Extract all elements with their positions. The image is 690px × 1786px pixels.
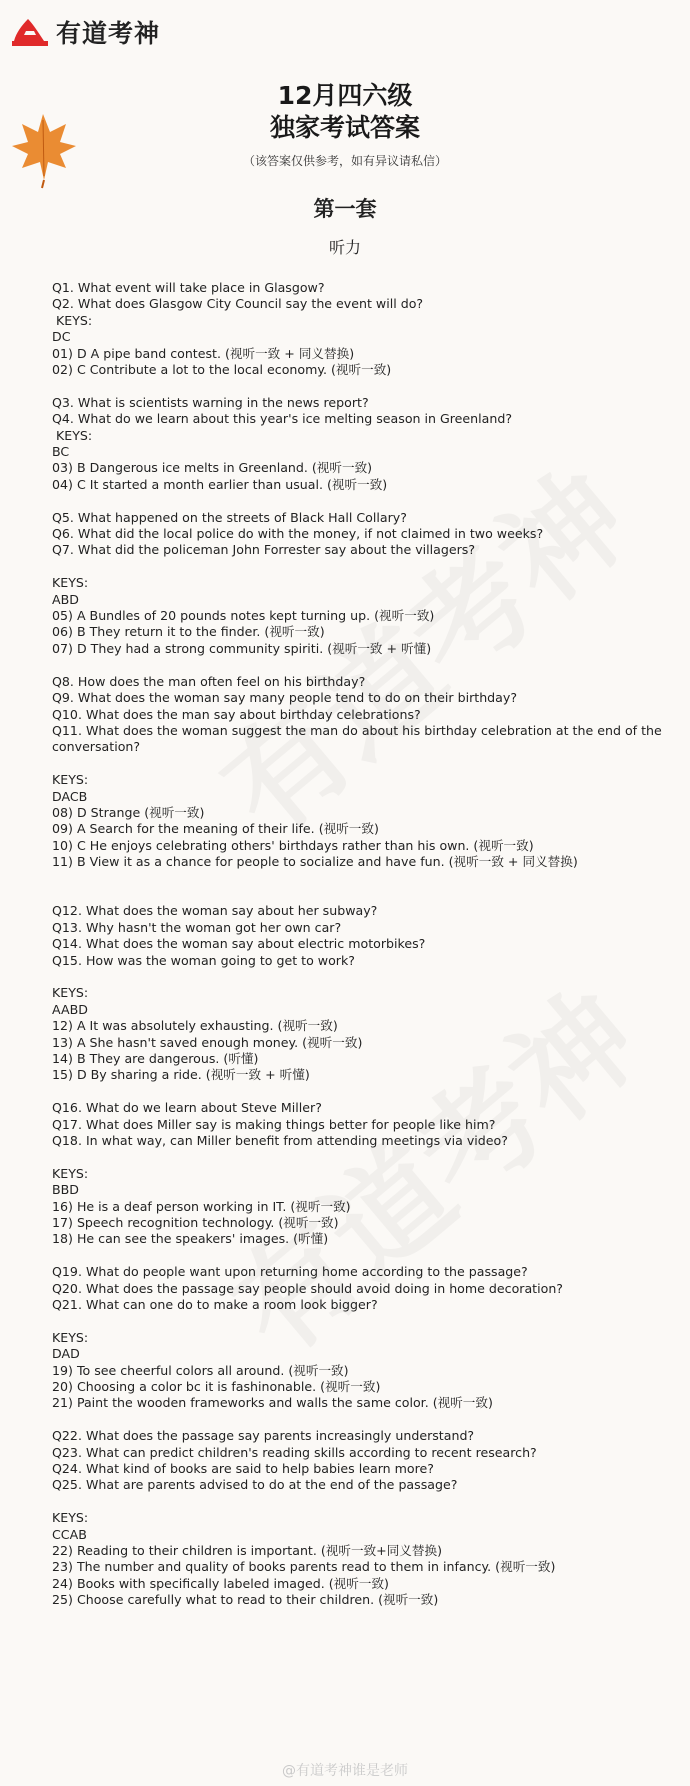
answer-line: 23) The number and quality of books parents read to them in infancy. (视听一致) (52, 1559, 556, 1575)
answer-line: Q19. What do people want upon returning home according to the passage? (52, 1264, 528, 1280)
red-shoe-logo-icon (10, 15, 50, 49)
answer-content (52, 280, 682, 1609)
answer-line: 19) To see cheerful colors all around. (视听一致) (52, 1362, 349, 1378)
answer-line: KEYS: (52, 1165, 89, 1181)
answer-line: 01) D A pipe band contest. (视听一致 + 同义替换) (52, 345, 355, 361)
answer-line (52, 559, 682, 575)
answer-line: 11) B View it as a chance for people to socialize and have fun. (视听一致 + 同义替换) (52, 854, 578, 870)
answer-line: CCAB (52, 1526, 87, 1542)
answer-line: Q20. What does the passage say people should avoid doing in home decoration? (52, 1280, 563, 1296)
answer-line: 09) A Search for the meaning of their life. (视听一致) (52, 821, 379, 837)
answer-line: BBD (52, 1182, 79, 1198)
footer-credit: @有道考神谁是老师 (282, 1763, 408, 1779)
answer-line: 06) B They return it to the finder. (视听一致) (52, 624, 325, 640)
answer-line: 15) D By sharing a ride. (视听一致 + 听懂) (52, 1067, 310, 1083)
answer-line: KEYS: (52, 427, 93, 443)
answer-line: 24) Books with specifically labeled imaged. (视听一致) (52, 1575, 389, 1591)
answer-line: Q2. What does Glasgow City Council say the event will do? (52, 296, 424, 312)
answer-line: Q3. What is scientists warning in the news report? (52, 394, 369, 410)
answer-line (52, 1149, 682, 1165)
answer-line: 13) A She hasn't saved enough money. (视听一致) (52, 1034, 363, 1050)
answer-line: KEYS: (52, 575, 89, 591)
answer-line: 18) He can see the speakers' images. (听懂) (52, 1231, 329, 1247)
answer-line: 07) D They had a strong community spiriti. (视听一致 + 听懂) (52, 640, 432, 656)
disclaimer-note: （该答案仅供参考，如有异议请私信） (242, 154, 447, 168)
answer-line: 04) C It started a month earlier than usual. (视听一致) (52, 476, 388, 492)
answer-line: Q18. In what way, can Miller benefit from attending meetings via video? (52, 1132, 508, 1148)
answer-line: KEYS: (52, 985, 89, 1001)
answer-line: 14) B They are dangerous. (听懂) (52, 1050, 259, 1066)
answer-line (52, 1412, 682, 1428)
answer-line: 17) Speech recognition technology. (视听一致) (52, 1215, 339, 1230)
answer-line: conversation? (52, 739, 141, 755)
answer-line (52, 1494, 682, 1510)
set-title: 第一套 (313, 197, 377, 221)
answer-line (52, 1084, 682, 1100)
answer-line (52, 756, 682, 772)
answer-line: Q6. What did the local police do with the money, if not claimed in two weeks? (52, 526, 544, 542)
answer-line: 05) A Bundles of 20 pounds notes kept turning up. (视听一致) (52, 608, 435, 624)
answer-line (52, 378, 682, 394)
answer-line: Q8. How does the man often feel on his birthday? (52, 673, 366, 689)
answer-line: Q14. What does the woman say about electric motorbikes? (52, 936, 426, 952)
answer-line: 02) C Contribute a lot to the local economy. (视听一致) (52, 362, 392, 378)
answer-line: Q12. What does the woman say about her subway? (52, 903, 378, 919)
answer-line: ABD (52, 591, 79, 607)
answer-line: 12) A It was absolutely exhausting. (视听一致) (52, 1018, 338, 1034)
answer-line: DACB (52, 788, 88, 804)
answer-line: BC (52, 444, 70, 460)
answer-line: Q25. What are parents advised to do at the end of the passage? (52, 1477, 458, 1493)
answer-line: Q13. Why hasn't the woman got her own car? (52, 919, 342, 935)
page-title-line2: 独家考试答案 (269, 113, 420, 142)
answer-line: Q24. What kind of books are said to help babies learn more? (52, 1461, 434, 1477)
brand-name: 有道考神 (56, 19, 161, 48)
answer-line: Q17. What does Miller say is making things better for people like him? (52, 1116, 496, 1132)
answer-line: 08) D Strange (视听一致) (52, 804, 205, 820)
answer-line: Q9. What does the woman say many people tend to do on their birthday? (52, 690, 518, 706)
answer-line (52, 1248, 682, 1264)
answer-line: 03) B Dangerous ice melts in Greenland. (视听一致) (52, 460, 373, 476)
answer-line: 16) He is a deaf person working in IT. (视听一致) (52, 1198, 351, 1214)
answer-line: 20) Choosing a color bc it is fashinonable. (视听一致) (52, 1379, 381, 1395)
answer-line (52, 657, 682, 673)
answer-line (52, 871, 682, 887)
answer-line: Q7. What did the policeman John Forrester say about the villagers? (52, 542, 476, 558)
answer-line: Q4. What do we learn about this year's ice melting season in Greenland? (52, 411, 513, 427)
answer-line: DC (52, 329, 71, 345)
answer-line: Q5. What happened on the streets of Black Hall Collary? (52, 509, 407, 525)
answer-line (52, 1313, 682, 1329)
answer-line: Q23. What can predict children's reading skills according to recent research? (52, 1444, 537, 1460)
answer-line (52, 493, 682, 509)
answer-line: 25) Choose carefully what to read to their children. (视听一致) (52, 1592, 439, 1608)
answer-line: KEYS: (52, 772, 89, 788)
answer-line: KEYS: (52, 312, 93, 328)
answer-line: Q1. What event will take place in Glasgow? (52, 280, 325, 295)
answer-line: Q15. How was the woman going to get to work? (52, 952, 355, 968)
answer-line: KEYS: (52, 1510, 89, 1526)
page-title-line1: 12月四六级 (277, 81, 413, 110)
answer-line: KEYS: (52, 1329, 89, 1345)
answer-line: 21) Paint the wooden frameworks and walls the same color. (视听一致) (52, 1395, 493, 1411)
answer-line: DAD (52, 1346, 80, 1362)
answer-line: 10) C He enjoys celebrating others' birthdays rather than his own. (视听一致) (52, 837, 534, 853)
answer-line: Q10. What does the man say about birthday celebrations? (52, 706, 421, 722)
answer-line (52, 969, 682, 985)
answer-line: Q21. What can one do to make a room look bigger? (52, 1297, 378, 1313)
answer-line: Q11. What does the woman suggest the man do about his birthday celebration at the end of the (52, 722, 662, 738)
answer-line: Q22. What does the passage say parents increasingly understand? (52, 1428, 475, 1444)
answer-line: 22) Reading to their children is important. (视听一致+同义替换) (52, 1543, 443, 1559)
page-header (0, 80, 690, 258)
brand-header (10, 14, 160, 50)
answer-line (52, 887, 682, 903)
section-title: 听力 (328, 238, 361, 257)
answer-line: Q16. What do we learn about Steve Miller? (52, 1100, 322, 1116)
answer-line: AABD (52, 1001, 88, 1017)
